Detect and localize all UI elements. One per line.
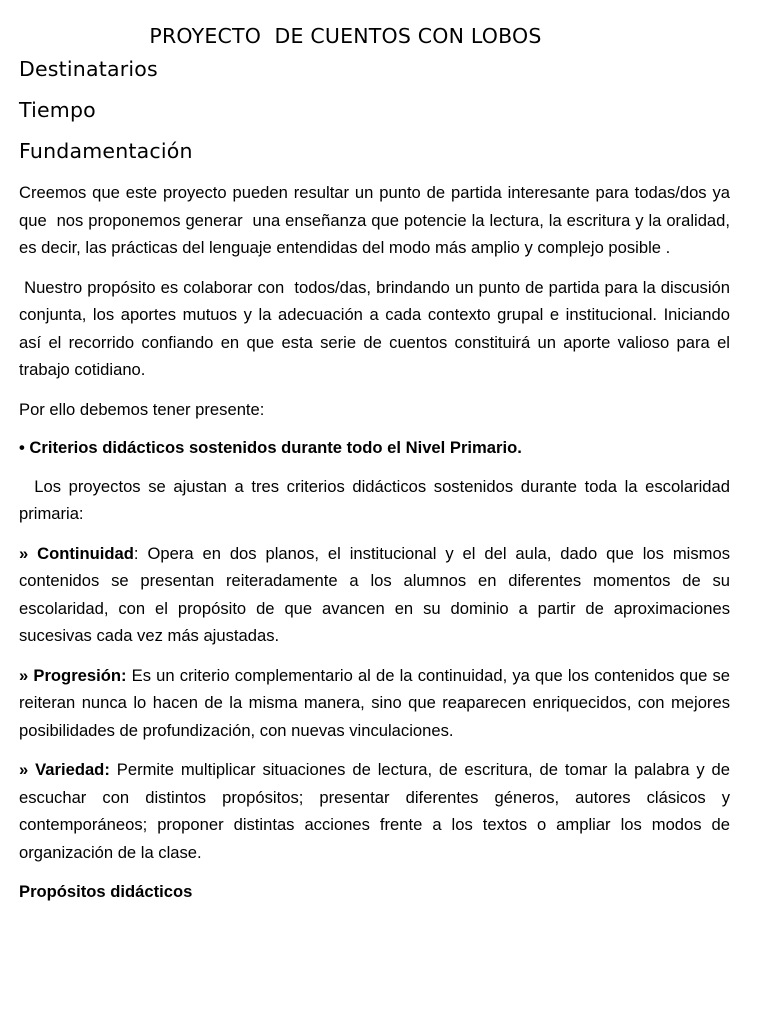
bullet-text: Criterios didácticos sostenidos durante todo el Nivel Primario. bbox=[24, 438, 522, 457]
criterion-text-progresion: Es un criterio complementario al de la continuidad, ya que los contenidos que se reiteran nunca lo hacen de la misma manera, sino que reaparecen enriquecidos, con mejores posibilidades de profundización, con nuevas vinculaciones. bbox=[19, 665, 735, 740]
document-page bbox=[19, 22, 735, 918]
paragraph-presente: Por ello debemos tener presente: bbox=[19, 399, 265, 419]
paragraph-proyectos: Los proyectos se ajustan a tres criterios didácticos sostenidos durante toda la escolaridad primaria: bbox=[19, 476, 735, 523]
criterion-label-variedad: Variedad: bbox=[35, 760, 110, 779]
document-title: PROYECTO DE CUENTOS CON LOBOS bbox=[149, 24, 542, 48]
bullet-criterios bbox=[19, 434, 730, 462]
criterion-continuidad bbox=[19, 540, 735, 650]
heading-destinatarios: Destinatarios bbox=[19, 57, 158, 81]
paragraph-fundamentacion-2: Nuestro propósito es colaborar con todos/das, brindando un punto de partida para la discusión conjunta, los aportes mutuos y la adecuación a cada contexto grupal e institucional. Iniciando así el recorrido confiando en que esta serie de cuentos constituirá un aporte valioso para el trabajo cotidiano. bbox=[19, 277, 735, 379]
criterion-text-variedad: Permite multiplicar situaciones de lectura, de escritura, de tomar la palabra y de escuchar con distintos propósitos; presentar diferentes géneros, autores clásicos y contemporáneos; proponer distintas acciones frente a los textos o ampliar los modos de organización de la clase. bbox=[19, 760, 735, 862]
criterion-marker: » bbox=[19, 543, 38, 563]
criterion-marker: » bbox=[19, 665, 34, 685]
heading-tiempo: Tiempo bbox=[19, 98, 96, 122]
heading-propositos: Propósitos didácticos bbox=[19, 882, 193, 901]
criterion-label-continuidad: Continuidad bbox=[37, 543, 134, 563]
criterion-progresion bbox=[19, 662, 735, 745]
bullet-marker: • bbox=[19, 438, 25, 457]
heading-fundamentacion: Fundamentación bbox=[19, 139, 193, 163]
criterion-text-continuidad: : Opera en dos planos, el institucional y el del aula, dado que los mismos contenidos se presentan reiteradamente a los alumnos en diferentes momentos de su escolaridad, con el propósito de que avancen en su dominio a partir de aproximaciones sucesivas cada vez más ajustadas. bbox=[19, 543, 735, 645]
criterion-marker: » bbox=[19, 760, 36, 779]
criterion-label-progresion: Progresión: bbox=[33, 665, 127, 685]
criterion-variedad bbox=[19, 756, 735, 866]
paragraph-fundamentacion-1: Creemos que este proyecto pueden resultar un punto de partida interesante para todas/dos ya que nos proponemos generar una enseñanza que potencie la lectura, la escritura y la oralidad, es decir, las prácticas del lenguaje entendidas del modo más amplio y complejo posible . bbox=[19, 183, 735, 257]
